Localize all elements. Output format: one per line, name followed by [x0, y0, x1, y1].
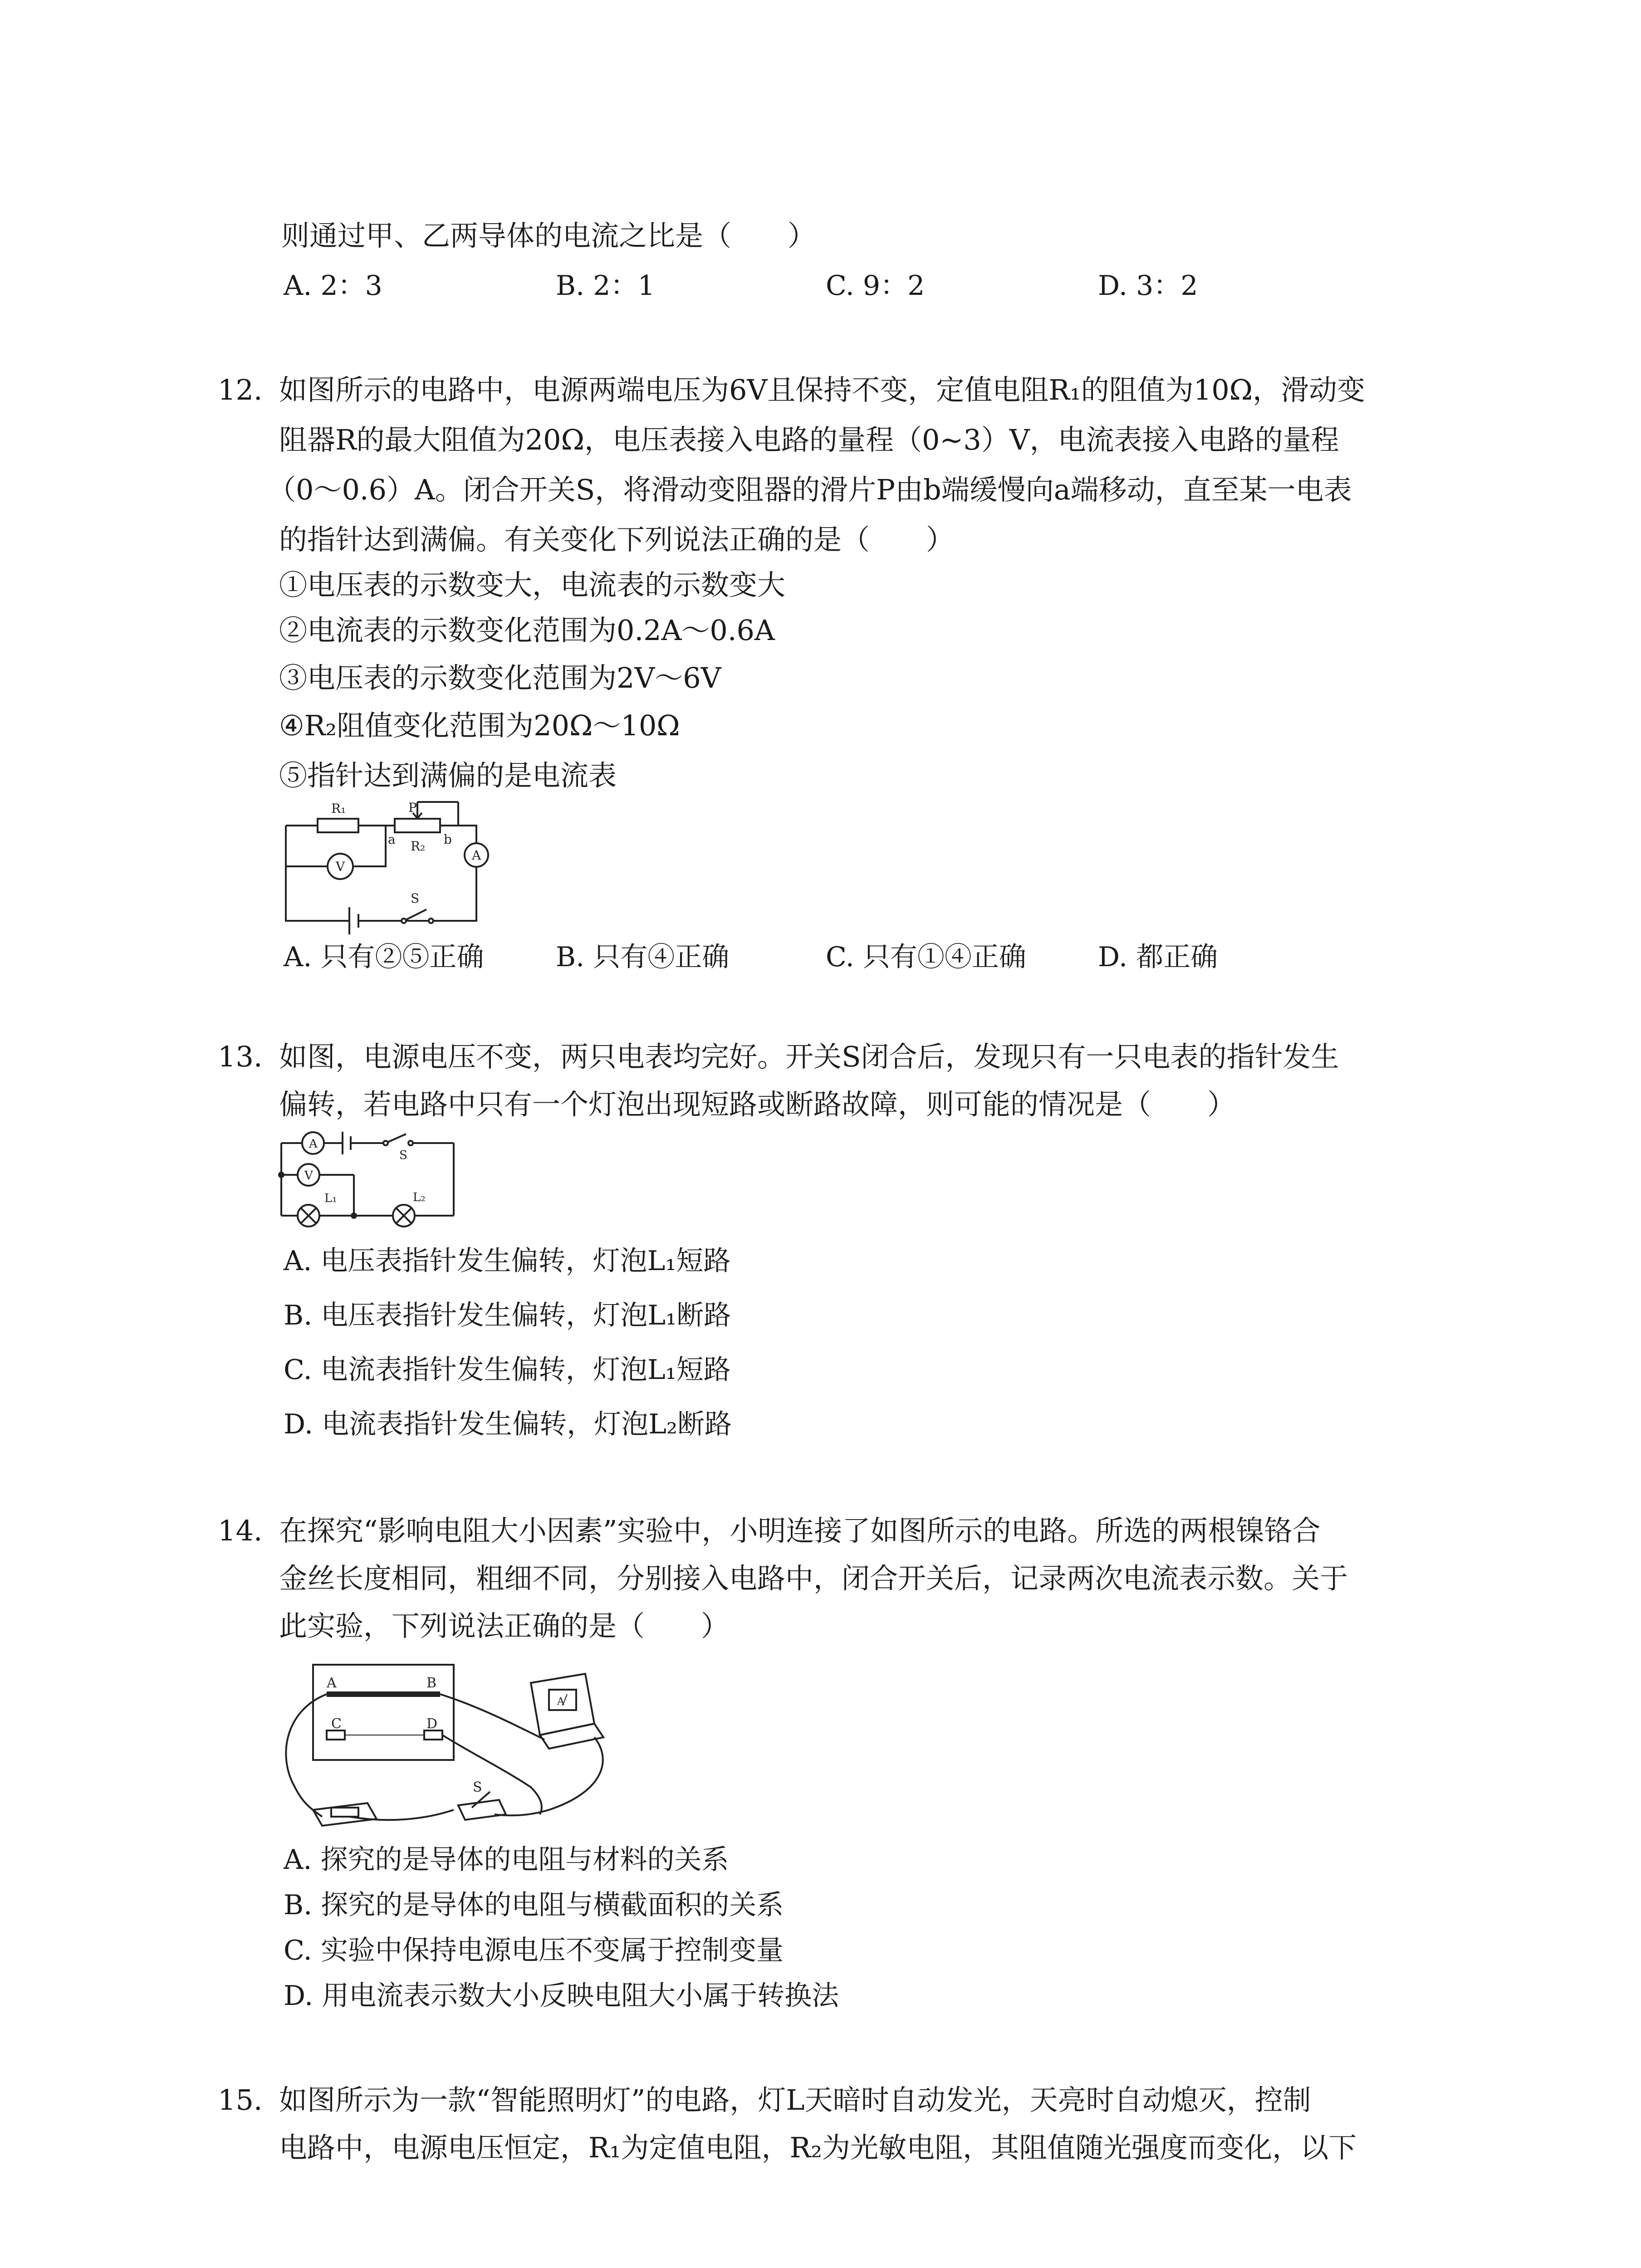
- q12-fig-label-p: P: [408, 800, 417, 815]
- q13-option-a: A. 电压表指针发生偏转，灯泡L₁短路: [284, 1245, 731, 1277]
- q12-statement-2: ②电流表的示数变化范围为0.2A～0.6A: [279, 614, 775, 647]
- q13-option-b: B. 电压表指针发生偏转，灯泡L₁断路: [284, 1300, 731, 1331]
- q12-option-a: A. 只有②⑤正确: [284, 941, 484, 973]
- q12-line-3: （0～0.6）A。闭合开关S，将滑动变阻器的滑片P由b端缓慢向a端移动，直至某一电表: [268, 473, 1352, 506]
- q12-option-c: C. 只有①④正确: [826, 941, 1026, 973]
- q14-fig-label-d: D: [426, 1716, 438, 1732]
- q11-option-d: D. 3：2: [1098, 270, 1198, 302]
- q15-number: 15.: [218, 2083, 263, 2116]
- q12-fig-label-r1: R₁: [331, 801, 346, 816]
- q14-line-3: 此实验，下列说法正确的是（ ）: [279, 1609, 730, 1642]
- q13-fig-label-v: V: [304, 1169, 313, 1183]
- q11-option-c: C. 9：2: [826, 270, 925, 302]
- q14-fig-label-b: B: [426, 1675, 437, 1691]
- q14-option-b: B. 探究的是导体的电阻与横截面积的关系: [284, 1889, 784, 1921]
- q14-fig-label-c: C: [331, 1716, 342, 1732]
- q14-line-2: 金丝长度相同，粗细不同，分别接入电路中，闭合开关后，记录两次电流表示数。关于: [279, 1562, 1348, 1595]
- q12-line-4: 的指针达到满偏。有关变化下列说法正确的是（ ）: [279, 523, 955, 556]
- q12-fig-label-s: S: [411, 891, 420, 906]
- q12-fig-label-a: a: [388, 832, 396, 847]
- q13-fig-label-l2: L₂: [413, 1191, 426, 1204]
- q13-line-1: 如图，电源电压不变，两只电表均完好。开关S闭合后，发现只有一只电表的指针发生: [279, 1040, 1339, 1073]
- q13-option-c: C. 电流表指针发生偏转，灯泡L₁短路: [284, 1354, 731, 1386]
- q14-number: 14.: [218, 1514, 263, 1547]
- q13-number: 13.: [218, 1040, 263, 1073]
- q12-line-2: 阻器R的最大阻值为20Ω，电压表接入电路的量程（0~3）V，电流表接入电路的量程: [279, 423, 1339, 456]
- q11-option-b: B. 2：1: [556, 270, 655, 302]
- q12-option-d: D. 都正确: [1098, 941, 1218, 973]
- q15-line-1: 如图所示为一款“智能照明灯”的电路，灯L天暗时自动发光，天亮时自动熄灭，控制: [279, 2083, 1311, 2116]
- q12-option-b: B. 只有④正确: [556, 941, 730, 973]
- q13-circuit-diagram: [274, 1125, 465, 1234]
- q11-option-a: A. 2：3: [284, 270, 382, 302]
- q15-line-2: 电路中，电源电压恒定，R₁为定值电阻，R₂为光敏电阻，其阻值随光强度而变化，以下: [279, 2131, 1357, 2164]
- q13-fig-label-l1: L₁: [324, 1192, 337, 1205]
- q11-stem-tail: 则通过甲、乙两导体的电流之比是（ ）: [281, 219, 816, 252]
- q12-statement-1: ①电压表的示数变大，电流表的示数变大: [279, 568, 786, 601]
- q13-line-2: 偏转，若电路中只有一个灯泡出现短路或断路故障，则可能的情况是（ ）: [279, 1088, 1236, 1121]
- q13-option-d: D. 电流表指针发生偏转，灯泡L₂断路: [284, 1408, 732, 1440]
- q14-option-d: D. 用电流表示数大小反映电阻大小属于转换法: [284, 1980, 839, 2012]
- q14-experiment-diagram: [277, 1656, 622, 1837]
- q14-option-a: A. 探究的是导体的电阻与材料的关系: [284, 1844, 729, 1876]
- q14-line-1: 在探究“影响电阻大小因素”实验中，小明连接了如图所示的电路。所选的两根镍铬合: [279, 1514, 1321, 1547]
- q12-fig-label-r2: R₂: [411, 839, 426, 854]
- q14-option-c: C. 实验中保持电源电压不变属于控制变量: [284, 1935, 784, 1966]
- q12-fig-label-b: b: [444, 832, 452, 847]
- q12-circuit-diagram: [277, 798, 495, 934]
- q14-fig-label-a: A: [327, 1675, 337, 1691]
- q13-fig-label-ammeter: A: [309, 1137, 318, 1151]
- q13-fig-label-s: S: [399, 1149, 407, 1162]
- q12-fig-label-v: V: [336, 859, 345, 874]
- q12-statement-3: ③电压表的示数变化范围为2V～6V: [279, 661, 721, 694]
- q12-statement-4: ④R₂阻值变化范围为20Ω～10Ω: [279, 709, 680, 742]
- q12-statement-5: ⑤指针达到满偏的是电流表: [279, 759, 617, 792]
- q12-fig-label-ammeter: A: [472, 848, 481, 863]
- q14-fig-label-meter: A: [557, 1696, 564, 1707]
- q12-number: 12.: [218, 373, 263, 406]
- q14-fig-label-s: S: [473, 1779, 482, 1795]
- q12-line-1: 如图所示的电路中，电源两端电压为6V且保持不变，定值电阻R₁的阻值为10Ω，滑动变: [279, 373, 1366, 406]
